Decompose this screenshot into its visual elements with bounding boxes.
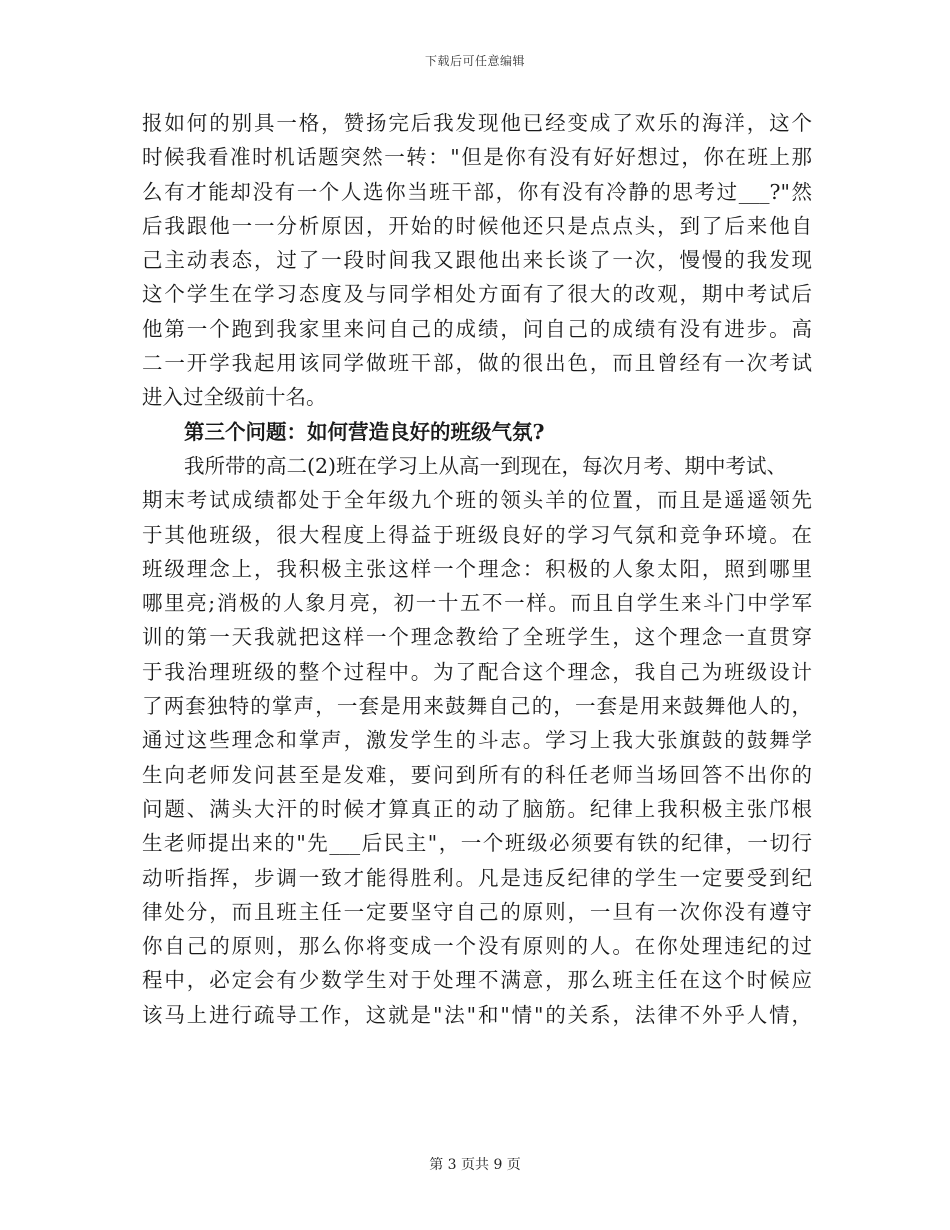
paragraph-line: 问题、满头大汗的时候才算真正的动了脑筋。纪律上我积极主张邝根 xyxy=(142,796,812,821)
page-header: 下载后可任意编辑 xyxy=(424,54,525,68)
paragraph-line: 程中，必定会有少数学生对于处理不满意，那么班主任在这个时候应 xyxy=(142,968,812,993)
paragraph-line: 进入过全级前十名。 xyxy=(142,385,327,410)
page-footer: 第 3 页共 9 页 xyxy=(429,1157,521,1173)
paragraph-line: 训的第一天我就把这样一个理念教给了全班学生，这个理念一直贯穿 xyxy=(142,625,812,650)
paragraph-line: 己主动表态，过了一段时间我又跟他出来长谈了一次，慢慢的我发现 xyxy=(142,248,812,273)
paragraph-line: 于其他班级，很大程度上得益于班级良好的学习气氛和竞争环境。在 xyxy=(142,522,812,547)
paragraph-line: 班级理念上，我积极主张这样一个理念：积极的人象太阳，照到哪里 xyxy=(142,556,812,581)
section-heading: 第三个问题：如何营造良好的班级气氛? xyxy=(184,419,545,444)
paragraph-line: 二一开学我起用该同学做班干部，做的很出色，而且曾经有一次考试 xyxy=(142,351,812,376)
paragraph-line: 律处分，而且班主任一定要坚守自己的原则，一旦有一次你没有遵守 xyxy=(142,899,812,924)
paragraph-line: 后我跟他一一分析原因，开始的时候他还只是点点头，到了后来他自 xyxy=(142,213,812,238)
paragraph-line: 报如何的别具一格，赞扬完后我发现他已经变成了欢乐的海洋，这个 xyxy=(142,111,812,135)
paragraph-line: 通过这些理念和掌声，激发学生的斗志。学习上我大张旗鼓的鼓舞学 xyxy=(142,728,812,753)
paragraph-line: 于我治理班级的整个过程中。为了配合这个理念，我自己为班级设计 xyxy=(142,659,812,684)
paragraph-line: 我所带的高二(2)班在学习上从高一到现在，每次月考、期中考试、 xyxy=(184,453,788,478)
paragraph-line: 这个学生在学习态度及与同学相处方面有了很大的改观，期中考试后 xyxy=(142,282,812,307)
body-text xyxy=(142,106,812,1032)
paragraph-line: 了两套独特的掌声，一套是用来鼓舞自己的，一套是用来鼓舞他人的， xyxy=(142,694,812,719)
paragraph-line: 该马上进行疏导工作，这就是"法"和"情"的关系，法律不外乎人情， xyxy=(142,1002,812,1027)
paragraph-line: 时候我看准时机话题突然一转："但是你有没有好好想过，你在班上那 xyxy=(142,145,812,170)
paragraph-line: 你自己的原则，那么你将变成一个没有原则的人。在你处理违纪的过 xyxy=(142,934,812,959)
paragraph-line: 哪里亮;消极的人象月亮，初一十五不一样。而且自学生来斗门中学军 xyxy=(142,591,812,616)
paragraph-line: 期末考试成绩都处于全年级九个班的领头羊的位置，而且是遥遥领先 xyxy=(142,488,812,513)
paragraph-line: 么有才能却没有一个人选你当班干部，你有没有冷静的思考过___?"然 xyxy=(142,179,812,204)
paragraph-line: 他第一个跑到我家里来问自己的成绩，问自己的成绩有没有进步。高 xyxy=(142,316,812,341)
paragraph-line: 动听指挥，步调一致才能得胜利。凡是违反纪律的学生一定要受到纪 xyxy=(142,865,812,890)
paragraph-line: 生老师提出来的"先___后民主"，一个班级必须要有铁的纪律，一切行 xyxy=(142,831,812,856)
paragraph-line: 生向老师发问甚至是发难，要问到所有的科任老师当场回答不出你的 xyxy=(142,762,812,787)
